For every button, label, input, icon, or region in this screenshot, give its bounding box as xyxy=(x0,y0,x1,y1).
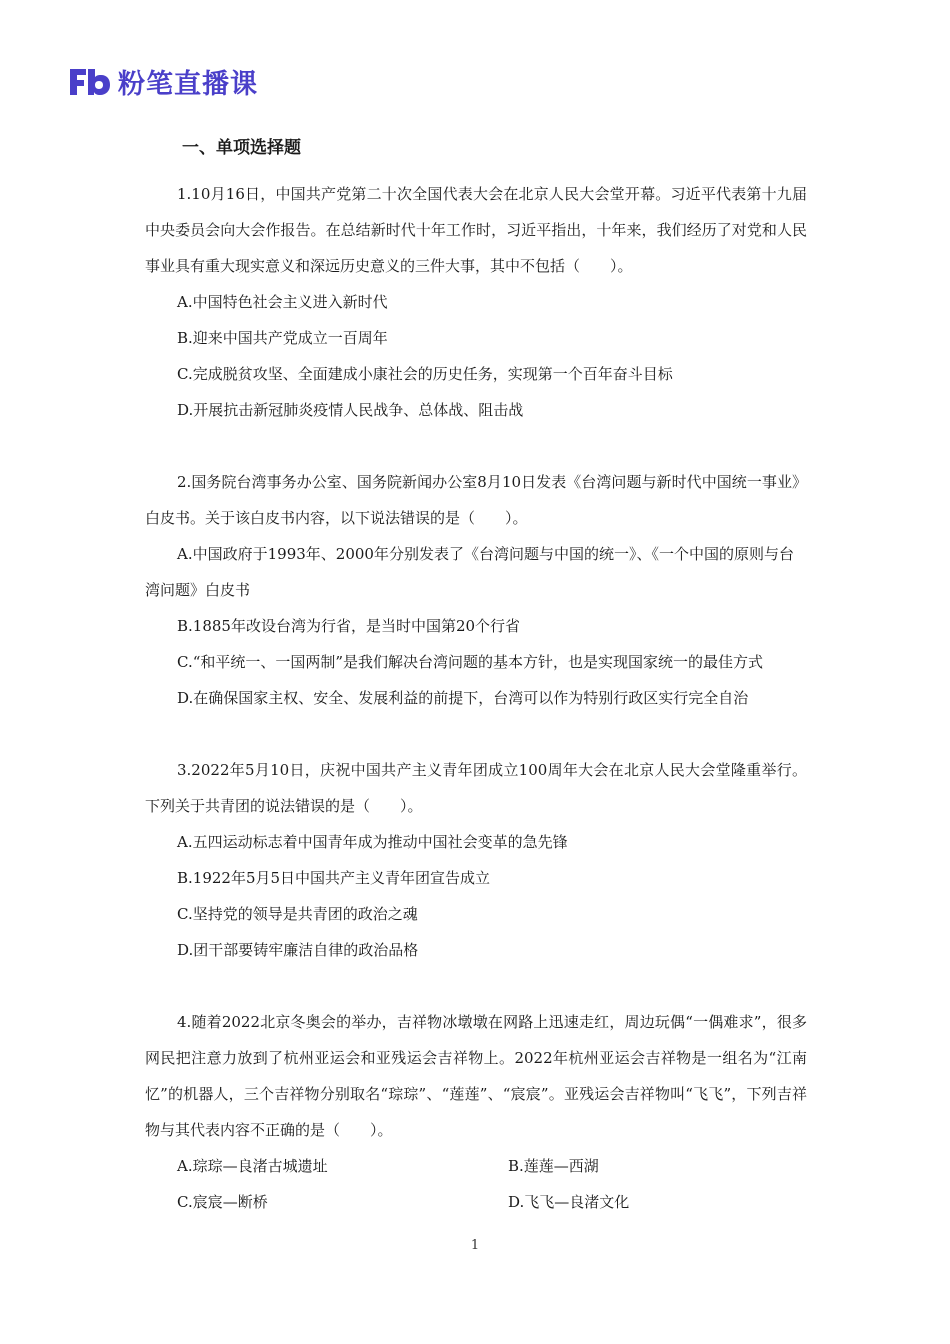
option-d: D.在确保国家主权、安全、发展利益的前提下，台湾可以作为特别行政区实行完全自治 xyxy=(177,689,749,707)
section-title: 一、单项选择题 xyxy=(182,138,301,158)
option-a: A.琮琮—良渚古城遗址 xyxy=(177,1157,328,1175)
question-list xyxy=(145,176,807,1256)
option-a: A.五四运动标志着中国青年成为推动中国社会变革的急先锋 xyxy=(177,833,568,851)
option-b: B.1885年改设台湾为行省，是当时中国第20个行省 xyxy=(177,617,521,635)
option-d: D.飞飞—良渚文化 xyxy=(508,1193,630,1211)
option-b: B.1922年5月5日中国共产主义青年团宣告成立 xyxy=(177,869,491,887)
option-d: D.团干部要铸牢廉洁自律的政治品格 xyxy=(177,941,419,959)
question-stem: 3.2022年5月10日，庆祝中国共产主义青年团成立100周年大会在北京人民大会堂隆重举行。下列关于共青团的说法错误的是（ ）。 xyxy=(145,761,807,815)
option-a: A.中国特色社会主义进入新时代 xyxy=(177,293,388,311)
option-c: C.“和平统一、一国两制”是我们解决台湾问题的基本方针，也是实现国家统一的最佳方式 xyxy=(177,653,764,671)
question-2 xyxy=(145,464,807,716)
option-c: C.宸宸—断桥 xyxy=(177,1193,268,1211)
option-c: C.坚持党的领导是共青团的政治之魂 xyxy=(177,905,418,923)
option-a: A.中国政府于1993年、2000年分别发表了《台湾问题与中国的统一》、《一个中国的原则与台湾问题》白皮书 xyxy=(145,545,794,599)
question-4 xyxy=(145,1004,807,1220)
page-number: 1 xyxy=(470,1238,480,1253)
option-row xyxy=(145,1148,807,1184)
option-b: B.迎来中国共产党成立一百周年 xyxy=(177,329,388,347)
fenbi-logo-icon xyxy=(68,65,112,99)
option-b: B.莲莲—西湖 xyxy=(508,1157,599,1175)
question-3 xyxy=(145,752,807,968)
option-c: C.完成脱贫攻坚、全面建成小康社会的历史任务，实现第一个百年奋斗目标 xyxy=(177,365,673,383)
question-stem: 4.随着2022北京冬奥会的举办，吉祥物冰墩墩在网路上迅速走红，周边玩偶“一偶难求”，很多网民把注意力放到了杭州亚运会和亚残运会吉祥物上。2022年杭州亚运会吉祥物是一组名为“江南忆”的机器人，三个吉祥物分别取名“琮琮”、“莲莲”、“宸宸”。亚残运会吉祥物叫“飞飞”，下列吉祥物与其代表内容不正确的是（ ）。 xyxy=(145,1013,807,1139)
option-d: D.开展抗击新冠肺炎疫情人民战争、总体战、阻击战 xyxy=(177,401,524,419)
question-stem: 1.10月16日，中国共产党第二十次全国代表大会在北京人民大会堂开幕。习近平代表第十九届中央委员会向大会作报告。在总结新时代十年工作时，习近平指出，十年来，我们经历了对党和人民事业具有重大现实意义和深远历史意义的三件大事，其中不包括（ ）。 xyxy=(145,185,807,275)
question-stem: 2.国务院台湾事务办公室、国务院新闻办公室8月10日发表《台湾问题与新时代中国统一事业》白皮书。关于该白皮书内容，以下说法错误的是（ ）。 xyxy=(145,473,807,527)
question-1 xyxy=(145,176,807,428)
brand-logo xyxy=(68,62,258,101)
option-row xyxy=(145,1184,807,1220)
logo-text: 粉笔直播课 xyxy=(118,69,258,100)
